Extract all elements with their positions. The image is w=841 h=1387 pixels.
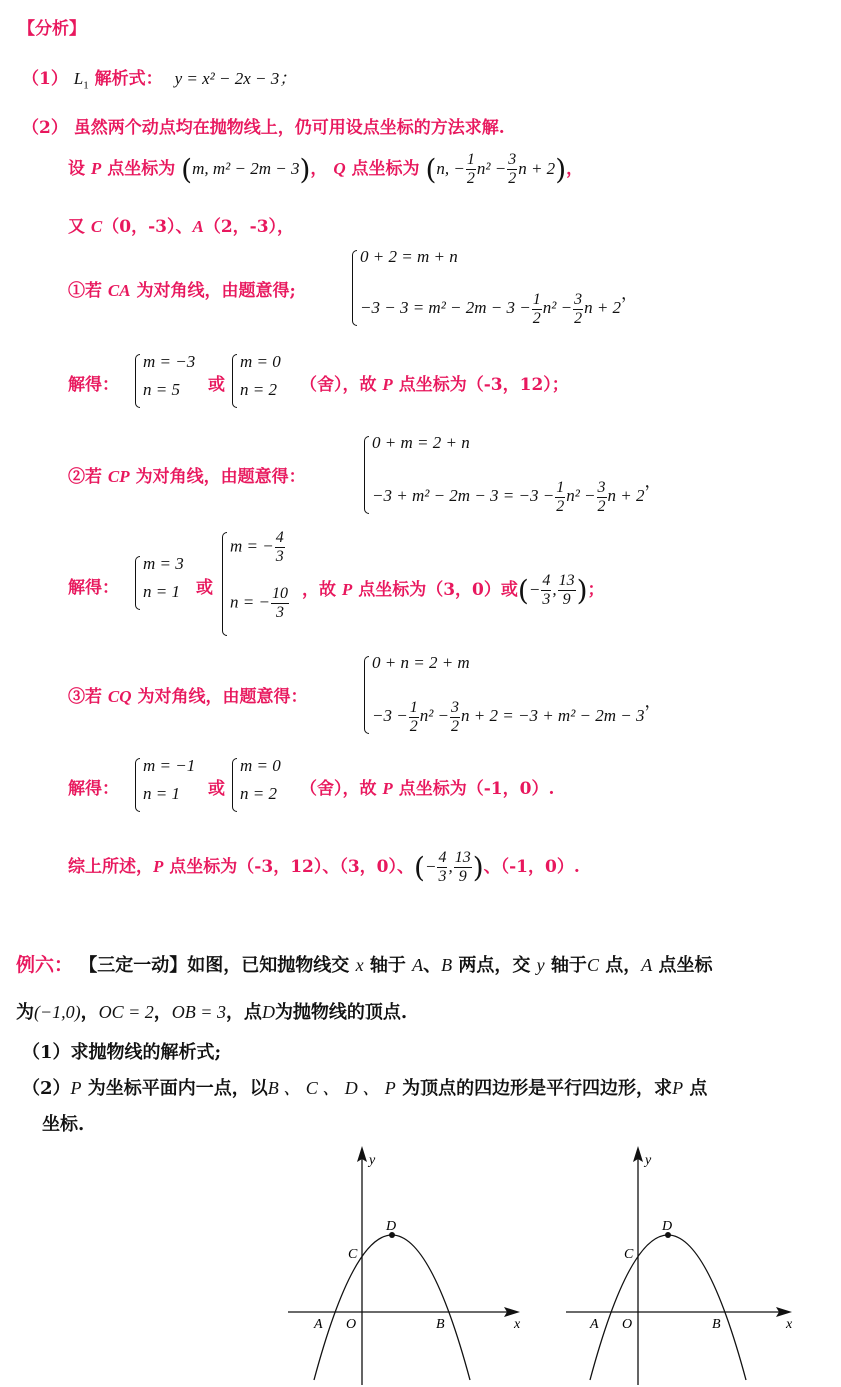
point-a-label: A (314, 1317, 323, 1332)
part2-text: 虽然两个动点均在抛物线上，仍可用设点坐标的方法求解. (73, 118, 505, 138)
sol3-tail: （舍），故 P 点坐标为（-1，0）. (300, 779, 555, 799)
figure-left (280, 1140, 530, 1385)
part1-text: 解析式： (94, 69, 163, 89)
axis-y-label: y (645, 1153, 652, 1168)
q-coord-pre: n, − (436, 159, 465, 178)
case2-brace (364, 436, 369, 514)
sol2-or: 或 (196, 578, 213, 598)
sol1-brace-b (232, 354, 237, 408)
c-var: C (90, 217, 103, 236)
point-c-label: C (624, 1247, 634, 1262)
point-b-label: B (712, 1317, 721, 1332)
part2-line (22, 113, 505, 138)
question1: （1）求抛物线的解析式; (22, 1042, 222, 1063)
figure-right (558, 1140, 808, 1385)
sol2-brace-b (222, 532, 227, 636)
set-p-prefix: 设 (68, 159, 91, 179)
point-d-label: D (386, 1219, 397, 1234)
point-d-label: D (662, 1219, 673, 1234)
sol2-line: 解得： (68, 578, 119, 598)
set-q-text: 点坐标为 (345, 159, 420, 179)
sol3-brace-b (232, 758, 237, 812)
part1-line (22, 64, 297, 92)
set-pq-line: 设 P 点坐标为 (m, m² − 2m − 3)， Q 点坐标为 (n, − $\frac{1}{2}$ n² − $\frac{3}{2}$ n + 2)， (68, 151, 584, 187)
part1-formula: y = x² − 2x − 3； (174, 69, 297, 88)
sol1-brace-a (135, 354, 140, 408)
sol1-tail: （舍），故 P 点坐标为（-3，12）； (300, 375, 569, 395)
question2-cont: 坐标. (42, 1114, 85, 1135)
case1-brace (352, 250, 357, 326)
example-label: 例六： (16, 954, 74, 976)
axis-x-label: x (786, 1317, 793, 1332)
sol2-brace-a (135, 556, 140, 610)
summary-line: 综上所述，P 点坐标为（-3，12）、（3，0）、(− $\frac{4}{3}$ , $\frac{13}{9}$ )、（-1，0）. (68, 849, 580, 885)
question2: （2）P 为坐标平面内一点，以B 、 C 、 D 、 P 为顶点的四边形是平行四边形，求P 点 (22, 1078, 708, 1099)
sol3-brace-a (135, 758, 140, 812)
q-coord-mid: n² − (476, 159, 507, 178)
sol3-or: 或 (208, 779, 225, 799)
case2-line: ②若 CP 为对角线，由题意得： (68, 467, 306, 487)
example-line2: 为(−1,0)，OC = 2，OB = 3，点D为抛物线的顶点. (16, 1002, 408, 1023)
l1-symbol: L (73, 69, 84, 88)
q-coord-post: n + 2 (518, 159, 556, 178)
p-coord: m, m² − 2m − 3 (192, 159, 300, 178)
point-c-label: C (348, 1247, 358, 1262)
case3-brace (364, 656, 369, 734)
set-p-text: 点坐标为 (101, 159, 176, 179)
q-var: Q (333, 159, 346, 178)
a-var: A (192, 217, 204, 236)
point-b-label: B (436, 1317, 445, 1332)
p-var: P (90, 159, 102, 178)
axis-x-label: x (514, 1317, 521, 1332)
comma-b: ， (566, 159, 584, 179)
example-line1: 例六： 【三定一动】如图，已知抛物线交 x 轴于 A、B 两点，交 y 轴于C 点，A 点坐标 (16, 954, 713, 976)
sol1-or: 或 (208, 375, 225, 395)
case1-line: ①若 CA 为对角线，由题意得; (68, 281, 296, 301)
part2-label: （2） (22, 118, 68, 138)
sol2-tail: ，故 P 点坐标为（3，0）或(− $\frac{4}{3}$ , $\frac{13}{9}$ )； (302, 572, 605, 608)
sol1-line: 解得： (68, 375, 119, 395)
case3-line: ③若 CQ 为对角线，由题意得： (68, 687, 308, 707)
axis-y-label: y (369, 1153, 376, 1168)
sol3-line: 解得： (68, 779, 119, 799)
l1-sub: 1 (83, 79, 89, 92)
point-a-label: A (590, 1317, 599, 1332)
origin-label: O (622, 1317, 633, 1332)
also-line: 又 C（0，-3）、A（2，-3）， (68, 217, 295, 237)
comma-a: ， (310, 159, 328, 179)
analysis-heading: 【分析】 (18, 19, 86, 39)
part1-label: （1） (22, 69, 68, 89)
origin-label: O (346, 1317, 357, 1332)
